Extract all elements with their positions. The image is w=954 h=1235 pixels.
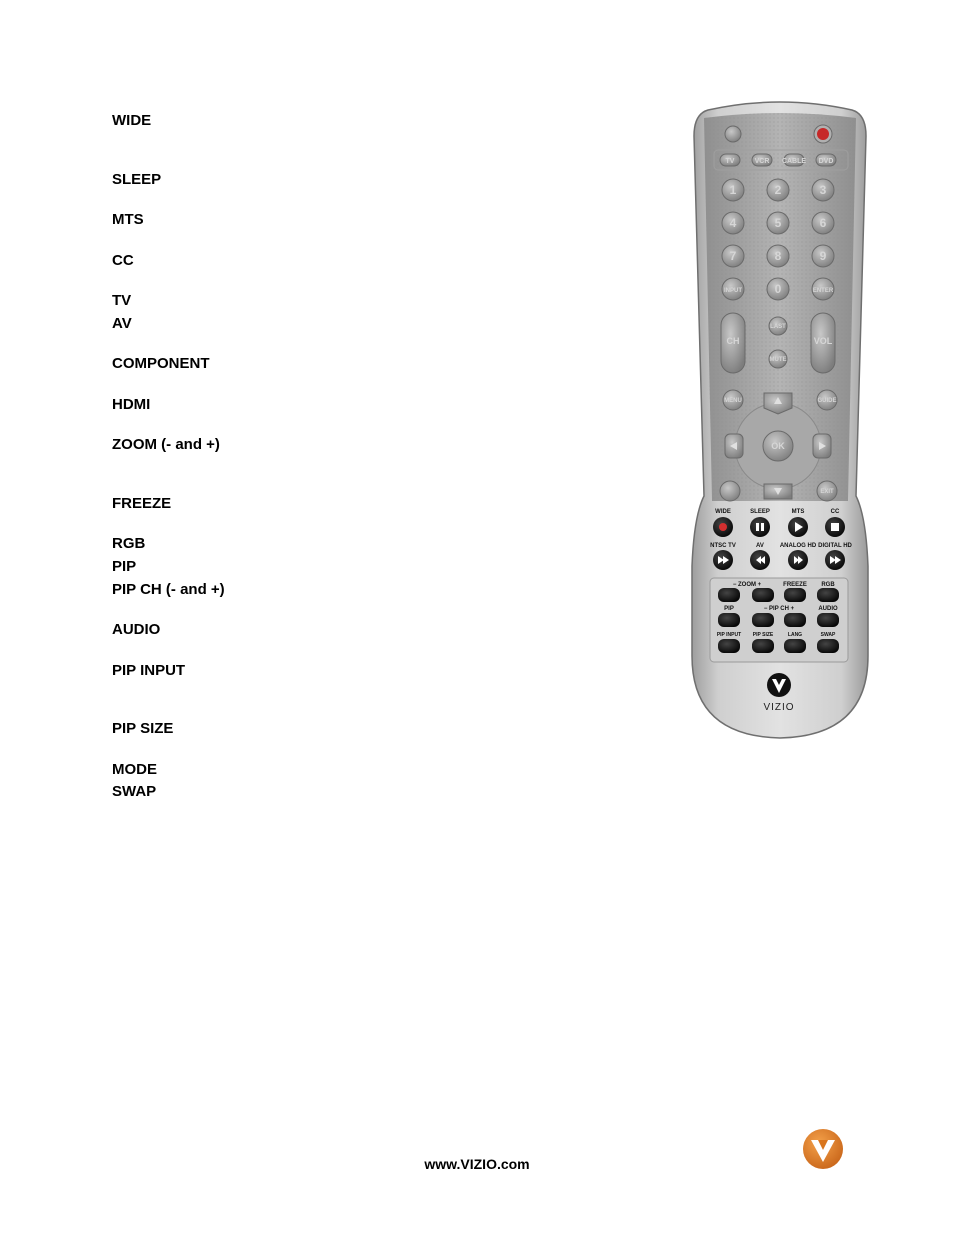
source-key-vcr: VCR	[754, 158, 770, 165]
term-pip-ch: PIP CH (- and +)	[112, 581, 225, 598]
key-7: 7	[729, 249, 737, 263]
source-key-tv: TV	[725, 158, 735, 165]
key-9: 9	[819, 249, 827, 263]
set-key	[725, 126, 741, 142]
term-hdmi: HDMI	[112, 396, 151, 413]
guide-key-label: GUIDE	[817, 398, 837, 404]
analog-hd-key-label: ANALOG HD	[779, 543, 817, 549]
ntsc-tv-key-label: NTSC TV	[710, 543, 736, 549]
term-av: AV	[112, 315, 132, 332]
rgb-key-label: RGB	[821, 582, 835, 588]
key-4: 4	[729, 216, 737, 230]
key-input: INPUT	[724, 288, 742, 294]
vizio-logo-icon	[802, 1128, 844, 1170]
term-rgb: RGB	[112, 535, 146, 552]
record-icon	[719, 523, 727, 531]
term-sleep: SLEEP	[112, 171, 162, 188]
menu-key-label: MENU	[724, 398, 742, 404]
term-cc: CC	[112, 252, 134, 269]
lang-key-label: LANG	[787, 632, 803, 638]
key-1: 1	[729, 183, 737, 197]
remote-control-illustration	[680, 96, 880, 746]
key-8: 8	[774, 249, 782, 263]
freeze-key-label: FREEZE	[783, 582, 807, 588]
source-key-cable: CABLE	[781, 158, 807, 165]
term-mts: MTS	[112, 211, 144, 228]
pip-size-key-label: PIP SIZE	[752, 632, 774, 638]
stop-icon	[831, 523, 839, 531]
term-pip-size: PIP SIZE	[112, 720, 174, 737]
term-pip: PIP	[112, 558, 137, 575]
term-audio: AUDIO	[112, 621, 161, 638]
pause-icon	[761, 523, 764, 531]
audio-key-label: AUDIO	[818, 606, 838, 612]
term-swap: SWAP	[112, 783, 157, 800]
av-key-label: AV	[756, 543, 764, 549]
pip-ch-key-label: − PIP CH +	[763, 606, 795, 612]
key-0: 0	[774, 282, 782, 296]
cc-key-label: CC	[830, 509, 840, 515]
term-mode: MODE	[112, 761, 157, 778]
remote-brand-label: VIZIO	[763, 702, 795, 713]
last-key-label: LAST	[770, 324, 786, 330]
mute-key-label: MUTE	[769, 357, 787, 363]
ok-key-label: OK	[771, 441, 785, 451]
sleep-key-label: SLEEP	[750, 509, 770, 515]
key-6: 6	[819, 216, 827, 230]
term-freeze: FREEZE	[112, 495, 172, 512]
key-2: 2	[774, 183, 782, 197]
zoom-key-label: − ZOOM +	[732, 582, 762, 588]
key-3: 3	[819, 183, 827, 197]
pip-input-key-label: PIP INPUT	[716, 632, 742, 638]
swap-key-label: SWAP	[820, 632, 836, 638]
term-tv: TV	[112, 292, 132, 309]
footer-url: www.VIZIO.com	[424, 1156, 530, 1172]
exit-key-label: EXIT	[820, 489, 834, 495]
source-key-dvd: DVD	[818, 158, 834, 165]
channel-label: CH	[726, 336, 740, 346]
power-icon	[817, 128, 829, 140]
key-enter: ENTER	[812, 288, 834, 294]
term-pip-input: PIP INPUT	[112, 662, 186, 679]
volume-label: VOL	[813, 336, 833, 346]
term-zoom: ZOOM (- and +)	[112, 436, 220, 453]
digital-hd-key-label: DIGITAL HD	[818, 543, 852, 549]
key-5: 5	[774, 216, 782, 230]
pip-key-label: PIP	[724, 606, 734, 612]
term-wide: WIDE	[112, 112, 152, 129]
mts-key-label: MTS	[791, 509, 805, 515]
term-component: COMPONENT	[112, 355, 210, 372]
wide-key-label: WIDE	[715, 509, 731, 515]
